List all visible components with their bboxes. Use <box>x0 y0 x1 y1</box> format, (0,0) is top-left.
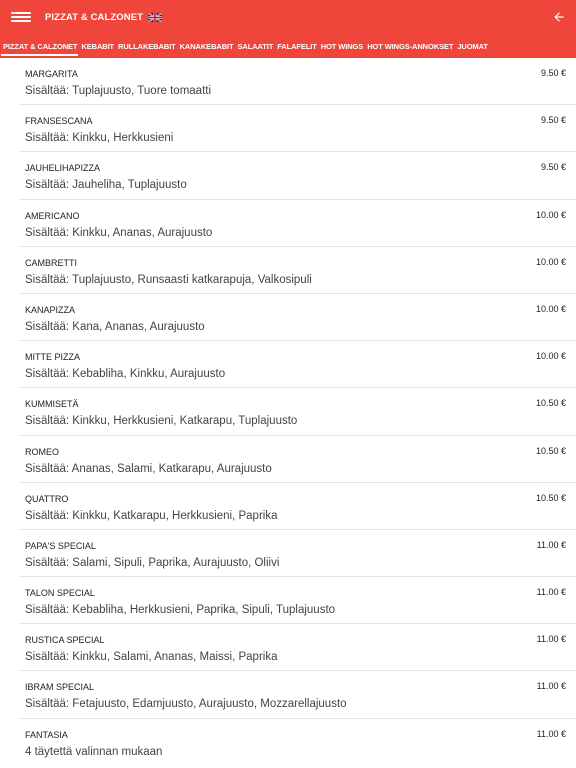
item-description: Sisältää: Tuplajuusto, Runsaasti katkarapuja, Valkosipuli <box>25 273 312 286</box>
item-price: 9.50 € <box>540 162 566 173</box>
tab-rullakebabit[interactable]: RULLAKEBABIT <box>118 41 176 51</box>
menu-item-content <box>25 200 576 246</box>
tab-pizzat-calzonet[interactable]: PIZZAT & CALZONET <box>0 34 79 58</box>
item-name: FANTASIA <box>25 729 68 740</box>
item-price: 11.00 € <box>536 634 566 645</box>
menu-item[interactable] <box>19 436 576 483</box>
item-description: Sisältää: Kinkku, Herkkusieni, Katkarapu, Tuplajuusto <box>25 415 298 428</box>
menu-item[interactable] <box>19 530 576 577</box>
item-name: FRANSESCANA <box>25 116 93 127</box>
tab-hot-wings[interactable]: HOT WINGS <box>320 41 364 51</box>
category-tabs <box>0 34 576 58</box>
item-name: KUMMISETÄ <box>25 399 79 410</box>
item-price: 10.00 € <box>535 209 566 220</box>
menu-item[interactable] <box>19 577 576 624</box>
arrow-back-icon[interactable] <box>552 10 566 24</box>
item-price: 10.50 € <box>535 492 566 503</box>
item-price: 11.00 € <box>536 587 566 598</box>
menu-item[interactable] <box>19 624 576 671</box>
item-name: CAMBRETTI <box>25 257 78 268</box>
tab-kanakebabit[interactable]: KANAKEBABIT <box>179 41 234 51</box>
menu-item-content <box>25 388 576 434</box>
item-description: Sisältää: Kinkku, Herkkusieni <box>25 132 174 145</box>
menu-item-content <box>25 483 576 529</box>
item-name: QUATTRO <box>25 493 69 504</box>
menu-item-content <box>25 341 576 387</box>
item-price: 9.50 € <box>540 68 566 78</box>
item-name: ROMEO <box>25 446 60 457</box>
menu-item-content <box>25 577 576 623</box>
item-description: Sisältää: Kebabliha, Kinkku, Aurajuusto <box>25 368 226 381</box>
item-name: AMERICANO <box>25 210 80 221</box>
menu-item[interactable] <box>19 719 576 766</box>
item-description: Sisältää: Kana, Ananas, Aurajuusto <box>25 320 205 333</box>
menu-item-content <box>25 105 576 151</box>
tab-juomat[interactable]: JUOMAT <box>457 41 488 51</box>
menu-item[interactable] <box>19 152 576 199</box>
uk-flag-icon[interactable] <box>148 13 162 22</box>
menu-item-content <box>25 247 576 293</box>
item-price: 11.00 € <box>536 539 566 550</box>
menu-item[interactable] <box>19 58 576 105</box>
item-price: 10.50 € <box>535 398 566 409</box>
tab-falafelit[interactable]: FALAFELIT <box>277 41 317 51</box>
item-name: TALON SPECIAL <box>25 588 95 599</box>
menu-item-content <box>25 719 576 766</box>
menu-item-content <box>25 152 576 198</box>
item-name: MITTE PIZZA <box>25 352 80 363</box>
item-description: 4 täytettä valinnan mukaan <box>25 745 163 758</box>
item-description: Sisältää: Salami, Sipuli, Paprika, Aurajuusto, Oliivi <box>25 556 280 569</box>
menu-item-content <box>25 58 576 104</box>
menu-item[interactable] <box>19 388 576 435</box>
item-description: Sisältää: Kinkku, Ananas, Aurajuusto <box>25 226 213 239</box>
menu-item-content <box>25 436 576 482</box>
item-name: MARGARITA <box>25 69 78 79</box>
item-name: PAPA'S SPECIAL <box>25 540 96 551</box>
menu-item[interactable] <box>19 105 576 152</box>
page-title: PIZZAT & CALZONET <box>45 11 144 23</box>
item-price: 11.00 € <box>536 728 566 739</box>
tab-hot-wings-annokset[interactable]: HOT WINGS-ANNOKSET <box>367 41 454 51</box>
item-name: KANAPIZZA <box>25 304 76 315</box>
item-price: 10.00 € <box>535 256 566 267</box>
menu-item-content <box>25 671 576 717</box>
app-bar <box>0 0 576 34</box>
menu-item[interactable] <box>19 671 576 718</box>
menu-item[interactable] <box>19 200 576 247</box>
item-price: 9.50 € <box>540 115 566 126</box>
item-description: Sisältää: Kebabliha, Herkkusieni, Paprika, Sipuli, Tuplajuusto <box>25 604 336 617</box>
menu-item-content <box>25 624 576 670</box>
menu-item[interactable] <box>19 483 576 530</box>
item-price: 10.50 € <box>535 445 566 456</box>
item-description: Sisältää: Tuplajuusto, Tuore tomaatti <box>25 85 212 97</box>
item-price: 10.00 € <box>535 351 566 362</box>
tab-salaatit[interactable]: SALAATIT <box>237 41 274 51</box>
menu-item-content <box>25 294 576 340</box>
hamburger-menu-icon[interactable] <box>11 10 31 24</box>
item-description: Sisältää: Kinkku, Katkarapu, Herkkusieni, Paprika <box>25 509 278 522</box>
item-price: 10.00 € <box>535 303 566 314</box>
item-description: Sisältää: Jauheliha, Tuplajuusto <box>25 179 187 192</box>
item-name: JAUHELIHAPIZZA <box>25 163 101 174</box>
tab-kebabit[interactable]: KEBABIT <box>81 41 115 51</box>
item-price: 11.00 € <box>536 681 566 692</box>
menu-item[interactable] <box>19 247 576 294</box>
item-name: IBRAM SPECIAL <box>25 682 95 693</box>
menu-item[interactable] <box>19 294 576 341</box>
menu-list <box>0 58 576 766</box>
item-name: RUSTICA SPECIAL <box>25 635 105 646</box>
menu-item[interactable] <box>19 341 576 388</box>
item-description: Sisältää: Fetajuusto, Edamjuusto, Aurajuusto, Mozzarellajuusto <box>25 698 347 711</box>
menu-item-content <box>25 530 576 576</box>
item-description: Sisältää: Ananas, Salami, Katkarapu, Aurajuusto <box>25 462 272 475</box>
item-description: Sisältää: Kinkku, Salami, Ananas, Maissi, Paprika <box>25 651 278 664</box>
